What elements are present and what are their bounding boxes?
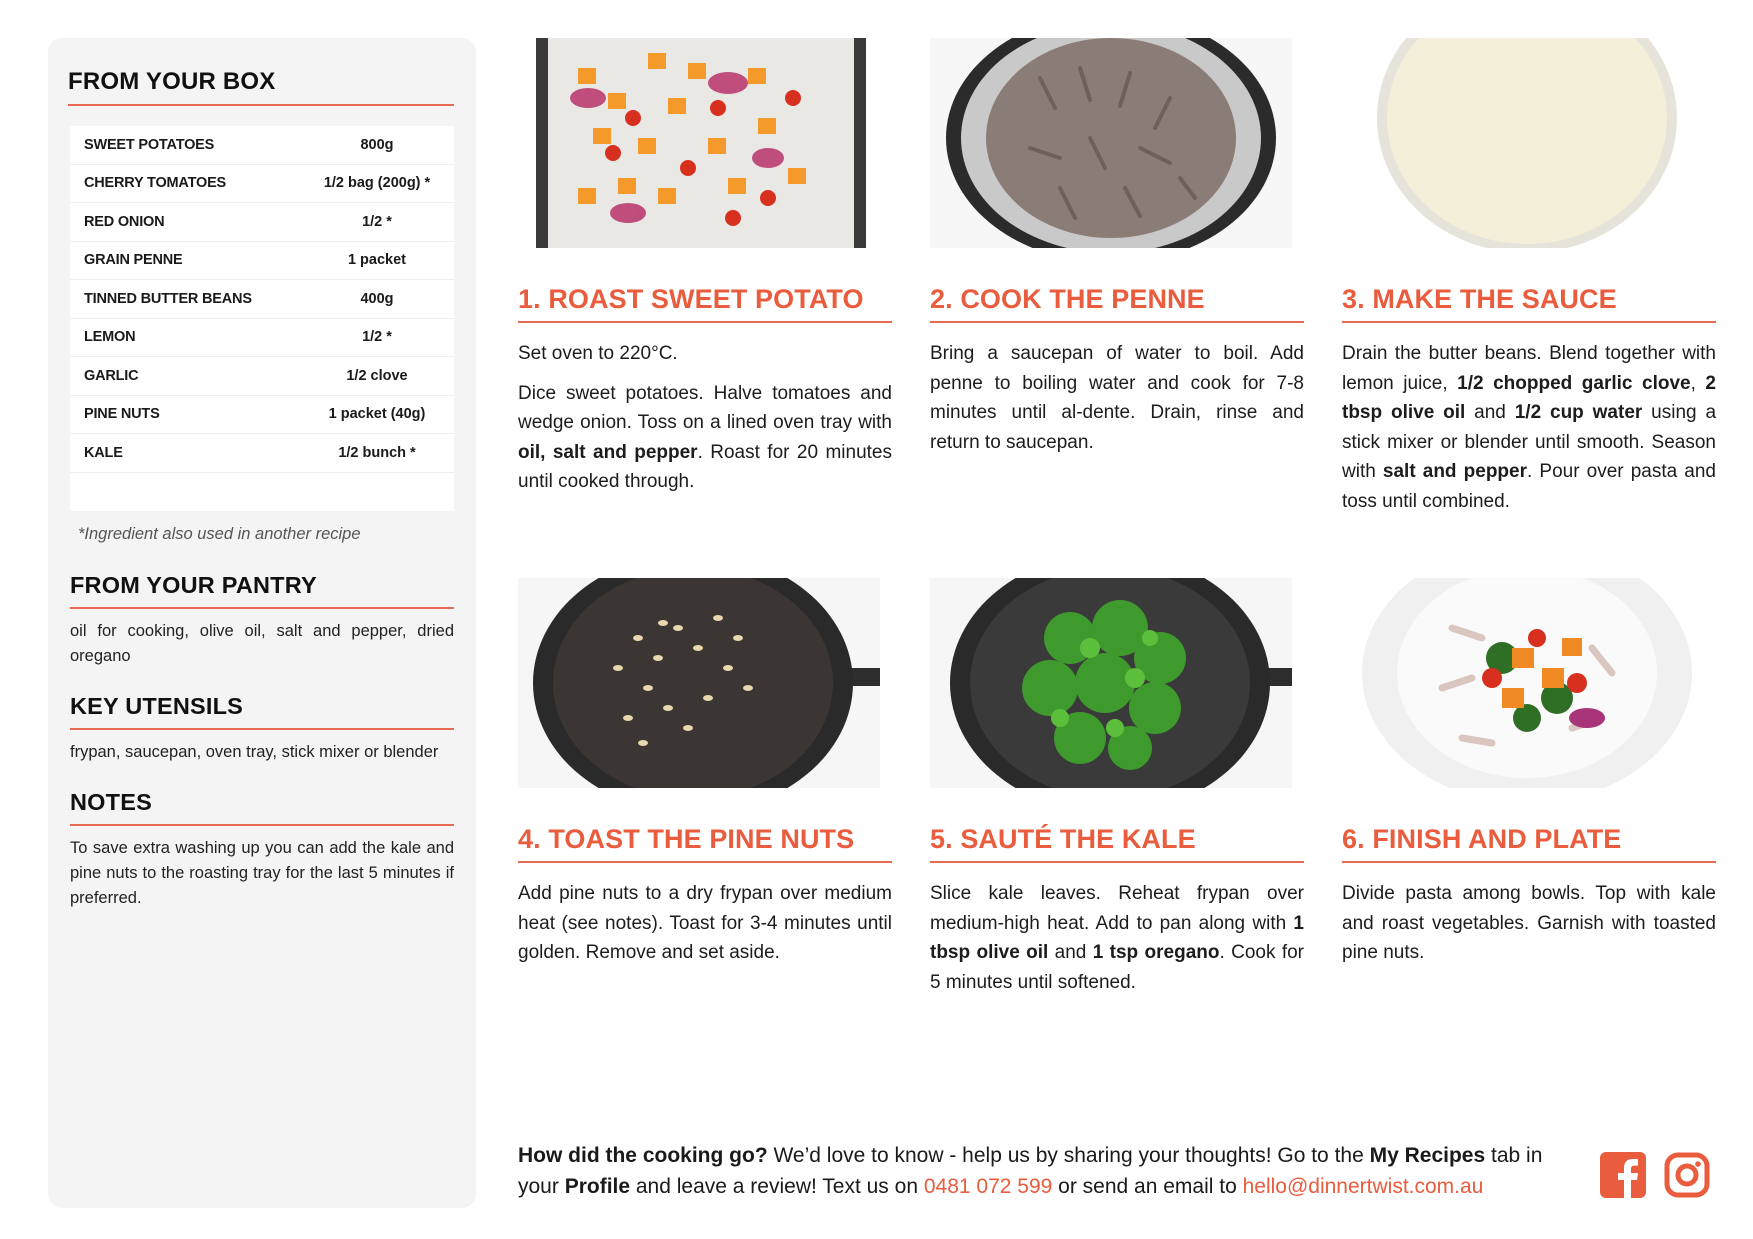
step-1-text: [518, 379, 892, 497]
instagram-icon[interactable]: [1664, 1152, 1710, 1198]
bold-ingredient: 2 tbsp olive oil: [1342, 372, 1716, 423]
my-recipes-label: My Recipes: [1369, 1144, 1486, 1167]
ingredient-row: [70, 280, 454, 319]
ingredient-table: [70, 126, 454, 511]
bold-ingredient: 1 tsp oregano: [1092, 942, 1220, 963]
ingredient-qty: 800g: [360, 136, 394, 153]
text-span: Slice kale leaves. Reheat frypan over medium-high heat. Add to pan along with: [930, 883, 1304, 934]
utensils-heading: KEY UTENSILS: [70, 693, 454, 730]
step-6: [1342, 578, 1716, 968]
step-5-instructions: [930, 879, 1304, 997]
bold-ingredient: 1 tbsp olive oil: [930, 912, 1304, 963]
from-your-box-heading: FROM YOUR BOX: [68, 68, 454, 106]
plated-pasta-photo: [1342, 578, 1704, 788]
text-span: Drain the butter beans. Blend together with lemon juice,: [1342, 343, 1716, 394]
ingredient-name: SWEET POTATOES: [84, 136, 215, 153]
ingredient-qty: 1 packet (40g): [328, 406, 426, 423]
ingredient-footnote: *Ingredient also used in another recipe: [78, 524, 361, 543]
step-4-title: 4. TOAST THE PINE NUTS: [518, 824, 892, 863]
ingredient-name: PINE NUTS: [84, 406, 160, 423]
step-6-title: 6. FINISH AND PLATE: [1342, 824, 1716, 863]
step-5-text: [930, 879, 1304, 997]
ingredient-qty: 1 packet: [347, 252, 407, 269]
footer-text: or send an email to: [1052, 1175, 1243, 1198]
step-2-instructions: [930, 339, 1304, 457]
step-3-instructions: [1342, 339, 1716, 516]
ingredient-qty: 1/2 clove: [346, 367, 408, 384]
step-5-title: 5. SAUTÉ THE KALE: [930, 824, 1304, 863]
pine-nuts-frypan-photo: [518, 578, 880, 788]
footer-text: and leave a review! Text us on: [630, 1175, 924, 1198]
step-2-title: 2. COOK THE PENNE: [930, 284, 1304, 323]
text-span: . Roast for 20 minutes until cooked through.: [518, 441, 892, 492]
step-4: [518, 578, 892, 968]
ingredient-empty-row: [70, 473, 454, 511]
ingredient-name: GRAIN PENNE: [84, 252, 183, 269]
text-span: and: [1048, 942, 1093, 963]
step-2-text: Bring a saucepan of water to boil. Add penne to boiling water and cook for 7-8 minutes until al-dente. Drain, rinse and return to saucepan.: [930, 343, 1304, 453]
footer-text: tab in your: [518, 1144, 1543, 1198]
ingredient-row: [70, 396, 454, 435]
text-span: and: [1465, 402, 1515, 423]
ingredient-qty: 1/2 *: [362, 213, 392, 230]
step-4-instructions: [518, 879, 892, 968]
ingredient-qty: 1/2 *: [362, 329, 392, 346]
step-4-text: Add pine nuts to a dry frypan over medium heat (see notes). Toast for 3-4 minutes until golden. Remove and set aside.: [518, 883, 892, 963]
notes-heading: NOTES: [70, 789, 454, 826]
ingredient-name: TINNED BUTTER BEANS: [84, 290, 252, 307]
bold-ingredient: 1/2 cup water: [1514, 402, 1643, 423]
ingredients-sidebar: [48, 38, 476, 1208]
footer-text: We’d love to know - help us by sharing your thoughts! Go to the: [767, 1144, 1370, 1167]
utensils-section: [70, 693, 454, 765]
feedback-footer: [518, 1140, 1578, 1202]
bold-ingredient: oil, salt and pepper: [518, 441, 698, 463]
ingredient-row: [70, 434, 454, 473]
pantry-section: [70, 572, 454, 669]
ingredient-row: [70, 357, 454, 396]
step-3-title: 3. MAKE THE SAUCE: [1342, 284, 1716, 323]
pantry-text: oil for cooking, olive oil, salt and pepper, dried oregano: [70, 621, 454, 665]
facebook-icon[interactable]: [1600, 1152, 1646, 1198]
step-3-text: [1342, 339, 1716, 516]
text-span: . Cook for 5 minutes until softened.: [930, 942, 1305, 993]
step-1-text: Set oven to 220°C.: [518, 343, 678, 364]
utensils-text: frypan, saucepan, oven tray, stick mixer or blender: [70, 742, 439, 761]
notes-text: To save extra washing up you can add the kale and pine nuts to the roasting tray for the last 5 minutes if preferred.: [70, 838, 454, 907]
sauce-bowl-photo: [1342, 38, 1704, 248]
pantry-heading: FROM YOUR PANTRY: [70, 572, 454, 609]
text-span: using a stick mixer or blender until smooth. Season with: [1342, 402, 1717, 482]
ingredient-row: [70, 203, 454, 242]
ingredient-row: [70, 126, 454, 165]
step-1-title: 1. ROAST SWEET POTATO: [518, 284, 892, 323]
step-6-instructions: [1342, 879, 1716, 968]
feedback-question: How did the cooking go?: [518, 1144, 768, 1167]
text-span: ,: [1690, 372, 1706, 394]
ingredient-name: LEMON: [84, 329, 136, 346]
ingredient-name: KALE: [84, 444, 123, 461]
bold-ingredient: 1/2 chopped garlic clove: [1457, 372, 1691, 394]
ingredient-qty: 1/2 bag (200g) *: [323, 175, 431, 192]
step-2: [930, 38, 1304, 457]
penne-saucepan-photo: [930, 38, 1292, 248]
roast-tray-photo: [518, 38, 880, 248]
step-5: [930, 578, 1304, 997]
profile-label: Profile: [564, 1175, 631, 1198]
bold-ingredient: salt and pepper: [1382, 461, 1527, 482]
ingredient-row: [70, 242, 454, 281]
ingredient-row: [70, 319, 454, 358]
ingredient-name: CHERRY TOMATOES: [84, 175, 227, 192]
text-span: Dice sweet potatoes. Halve tomatoes and wedge onion. Toss on a lined oven tray with: [518, 382, 892, 433]
step-3: [1342, 38, 1716, 516]
text-span: . Pour over pasta and toss until combined.: [1342, 461, 1716, 512]
ingredient-qty: 1/2 bunch *: [338, 444, 416, 461]
ingredient-qty: 400g: [360, 290, 394, 307]
kale-frypan-photo: [930, 578, 1292, 788]
email-link[interactable]: hello@dinnertwist.com.au: [1242, 1175, 1484, 1198]
notes-section: [70, 789, 454, 911]
phone-number-link[interactable]: 0481 072 599: [923, 1175, 1053, 1198]
ingredient-name: RED ONION: [84, 213, 165, 230]
step-6-text: Divide pasta among bowls. Top with kale and roast vegetables. Garnish with toasted pine nuts.: [1342, 883, 1716, 963]
ingredient-row: [70, 165, 454, 204]
step-1-instructions: [518, 339, 892, 497]
step-1: [518, 38, 892, 497]
ingredient-name: GARLIC: [84, 367, 139, 384]
